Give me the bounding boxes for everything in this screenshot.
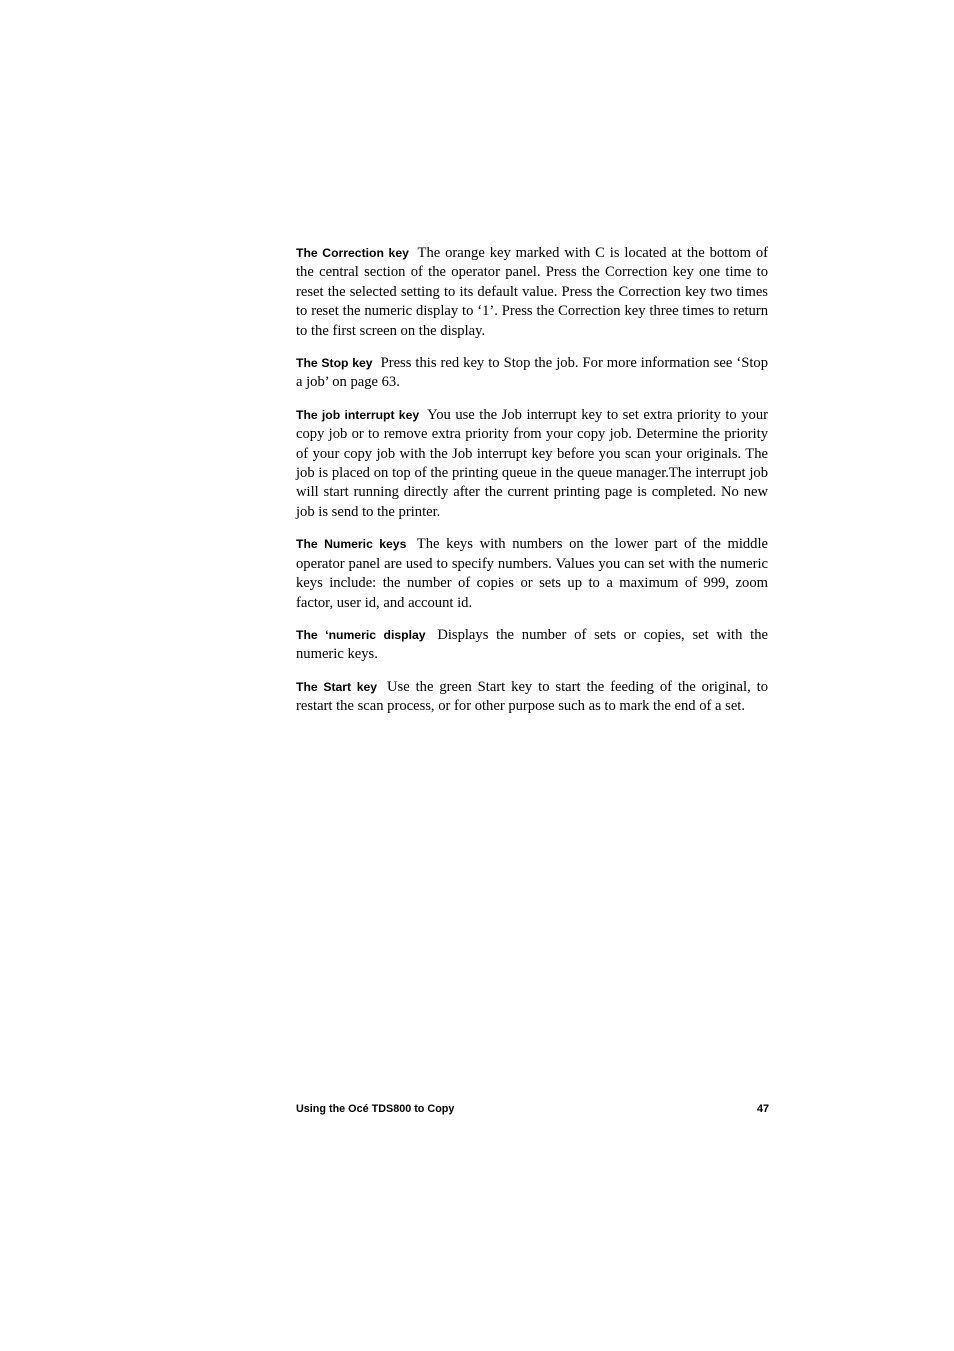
- text-numeric-display: Displays the number of sets or copies, set with the numeric keys.: [296, 626, 768, 663]
- text-numeric-keys: The keys with numbers on the lower part of the middle operator panel are used to specify numbers. Values you can set with the numeric keys include: the number of copies or sets up to a maximum of 999, zoom factor, user id, and account id.: [296, 536, 769, 611]
- page-number: 47: [756, 1103, 769, 1115]
- text-correction-key: The orange key marked with C is located at the bottom of the central section of the operator panel. Press the Correction key one time to reset the selected setting to its default value. Press the Correction key two times to reset the numeric display to ‘1’. Press the Correction key three times to return to the first screen on the display.: [296, 245, 768, 339]
- term-correction-key: The Correction key: [296, 246, 409, 260]
- term-numeric-keys: The Numeric keys: [296, 537, 407, 552]
- footer-title: Using the Océ TDS800 to Copy: [296, 1103, 455, 1115]
- entry-correction-key: [296, 244, 768, 341]
- text-stop-key: Press this red key to Stop the job. For more information see ‘Stop a job’ on page 63.: [296, 355, 768, 391]
- text-job-interrupt-key: You use the Job interrupt key to set extra priority to your copy job or to remove extra priority from your copy job. Determine the priority of your copy job with the Job interrupt key before you scan your originals. The job is placed on top of the printing queue in the queue manager.The interrupt job will start running directly after the current printing page is completed. No new job is send to the printer.: [296, 406, 768, 520]
- document-body: [296, 244, 768, 730]
- entry-start-key: [296, 678, 768, 717]
- term-start-key: The Start key: [296, 679, 378, 694]
- term-numeric-display: The ‘numeric display: [296, 627, 426, 642]
- entry-numeric-keys: [296, 535, 768, 613]
- page-footer: [296, 1103, 769, 1115]
- entry-numeric-display: [296, 626, 768, 665]
- term-stop-key: The Stop key: [296, 356, 373, 371]
- text-start-key: Use the green Start key to start the feeding of the original, to restart the scan process, or for other purpose such as to mark the end of a set.: [296, 678, 768, 715]
- entry-stop-key: [296, 354, 768, 393]
- entry-job-interrupt-key: [296, 406, 768, 522]
- term-job-interrupt-key: The job interrupt key: [296, 407, 420, 422]
